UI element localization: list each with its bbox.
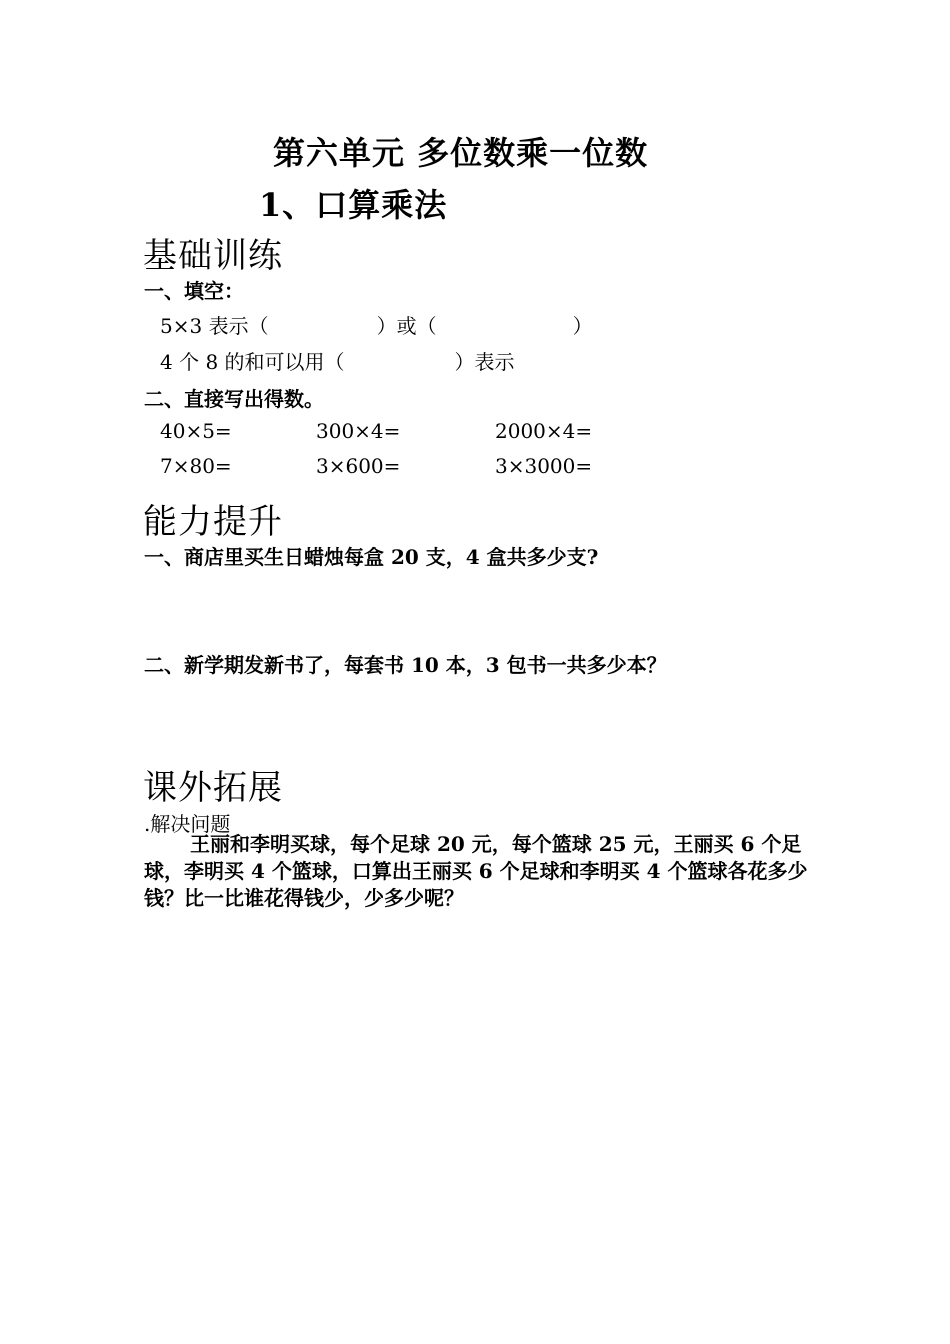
calc-item: 2000×4= [495, 419, 593, 443]
unit-title: 第六单元 多位数乘一位数 [273, 134, 649, 172]
calc-item: 300×4= [316, 419, 401, 443]
fill-blank-row-1 [160, 310, 593, 339]
fill-blank-suffix: ） [572, 314, 593, 338]
fill-blank-prefix: 4 个 8 的和可以用（ [160, 350, 345, 374]
question-direct-answer-label: 二、直接写出得数。 [144, 387, 324, 411]
word-problem-1: 一、商店里买生日蜡烛每盒 20 支，4 盒共多少支? [144, 545, 599, 569]
subheading-solve-problem: .解决问题 [144, 812, 231, 836]
calc-item: 3×600= [316, 454, 401, 478]
calc-item: 40×5= [160, 419, 232, 443]
extension-problem-paragraph: 王丽和李明买球，每个足球 20 元，每个篮球 25 元，王丽买 6 个足球，李明买 4 个篮球，口算出王丽买 6 个足球和李明买 4 个篮球各花多少钱？比一比谁花得钱少，少多少呢？ [144, 832, 808, 910]
fill-blank-suffix: ）表示 [454, 350, 515, 374]
fill-blank-middle: ）或（ [376, 314, 437, 338]
fill-blank-prefix: 5×3 表示（ [160, 314, 269, 338]
fill-blank-row-2 [160, 346, 515, 375]
section-heading-ability: 能力提升 [143, 502, 283, 542]
calc-item: 3×3000= [495, 454, 593, 478]
word-problem-2: 二、新学期发新书了，每套书 10 本，3 包书一共多少本？ [144, 653, 667, 677]
calc-item: 7×80= [160, 454, 232, 478]
question-fill-blank-label: 一、填空： [144, 279, 244, 303]
section-heading-extension: 课外拓展 [143, 768, 283, 808]
section-heading-basic-training: 基础训练 [143, 236, 283, 276]
lesson-title: 1、口算乘法 [259, 186, 448, 224]
